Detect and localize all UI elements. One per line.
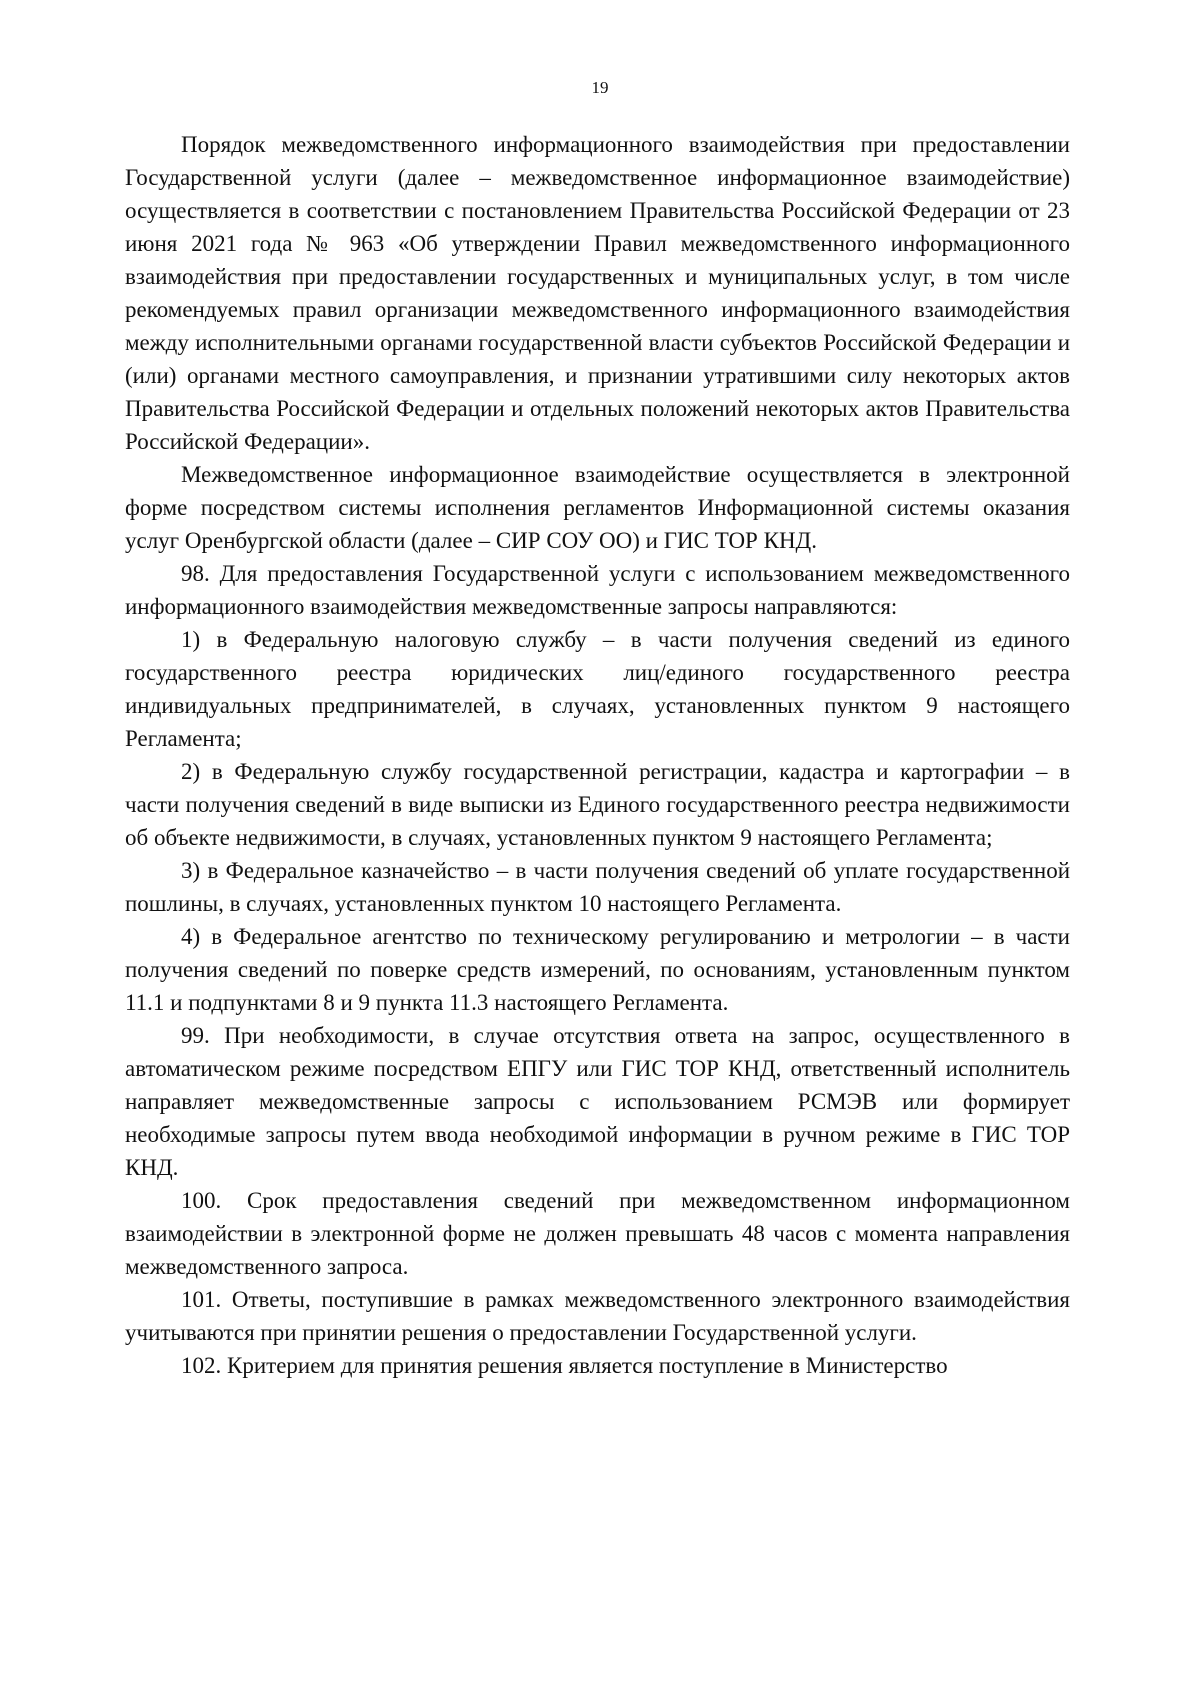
paragraph-101: 101. Ответы, поступившие в рамках межведомственного электронного взаимодействия учитываются при принятии решения о предоставлении Государственной услуги. [125, 1287, 1070, 1345]
paragraph-100: 100. Срок предоставления сведений при межведомственном информационном взаимодействии в электронной форме не должен превышать 48 часов с момента направления межведомственного запроса. [125, 1188, 1070, 1279]
list-item-4-metrology-agency: 4) в Федеральное агентство по техническому регулированию и метрологии – в части получения сведений по поверке средств измерений, по основаниям, установленным пунктом 11.1 и подпунктами 8 и 9 пункта 11.3 настоящего Регламента. [125, 924, 1070, 1015]
document-body [125, 128, 1070, 1382]
page-number: 19 [591, 78, 609, 97]
list-item-3-treasury: 3) в Федеральное казначейство – в части получения сведений об уплате государственной пошлины, в случаях, установленных пунктом 10 настоящего Регламента. [125, 858, 1070, 916]
list-item-1-tax-service: 1) в Федеральную налоговую службу – в части получения сведений из единого государственного реестра юридических лиц/единого государственного реестра индивидуальных предпринимателей, в случаях, установленных пунктом 9 настоящего Регламента; [125, 627, 1070, 751]
list-item-2-registration-service: 2) в Федеральную службу государственной регистрации, кадастра и картографии – в части получения сведений в виде выписки из Единого государственного реестра недвижимости об объекте недвижимости, в случаях, установленных пунктом 9 настоящего Регламента; [125, 759, 1070, 850]
paragraph-99: 99. При необходимости, в случае отсутствия ответа на запрос, осуществленного в автоматическом режиме посредством ЕПГУ или ГИС ТОР КНД, ответственный исполнитель направляет межведомственные запросы с использованием РСМЭВ или формирует необходимые запросы путем ввода необходимой информации в ручном режиме в ГИС ТОР КНД. [125, 1023, 1070, 1180]
paragraph-98: 98. Для предоставления Государственной услуги с использованием межведомственного информационного взаимодействия межведомственные запросы направляются: [125, 561, 1070, 619]
paragraph-electronic-form: Межведомственное информационное взаимодействие осуществляется в электронной форме посредством системы исполнения регламентов Информационной системы оказания услуг Оренбургской области (далее – СИР СОУ ОО) и ГИС ТОР КНД. [125, 462, 1070, 553]
paragraph-102: 102. Критерием для принятия решения является поступление в Министерство [181, 1353, 948, 1378]
paragraph-interagency-procedure: Порядок межведомственного информационного взаимодействия при предоставлении Государственной услуги (далее – межведомственное информационное взаимодействие) осуществляется в соответствии с постановлением Правительства Российской Федерации от 23 июня 2021 года № 963 «Об утверждении Правил межведомственного информационного взаимодействия при предоставлении государственных и муниципальных услуг, в том числе рекомендуемых правил организации межведомственного информационного взаимодействия между исполнительными органами государственной власти субъектов Российской Федерации и (или) органами местного самоуправления, и признании утратившими силу некоторых актов Правительства Российской Федерации и отдельных положений некоторых актов Правительства Российской Федерации». [125, 132, 1070, 454]
